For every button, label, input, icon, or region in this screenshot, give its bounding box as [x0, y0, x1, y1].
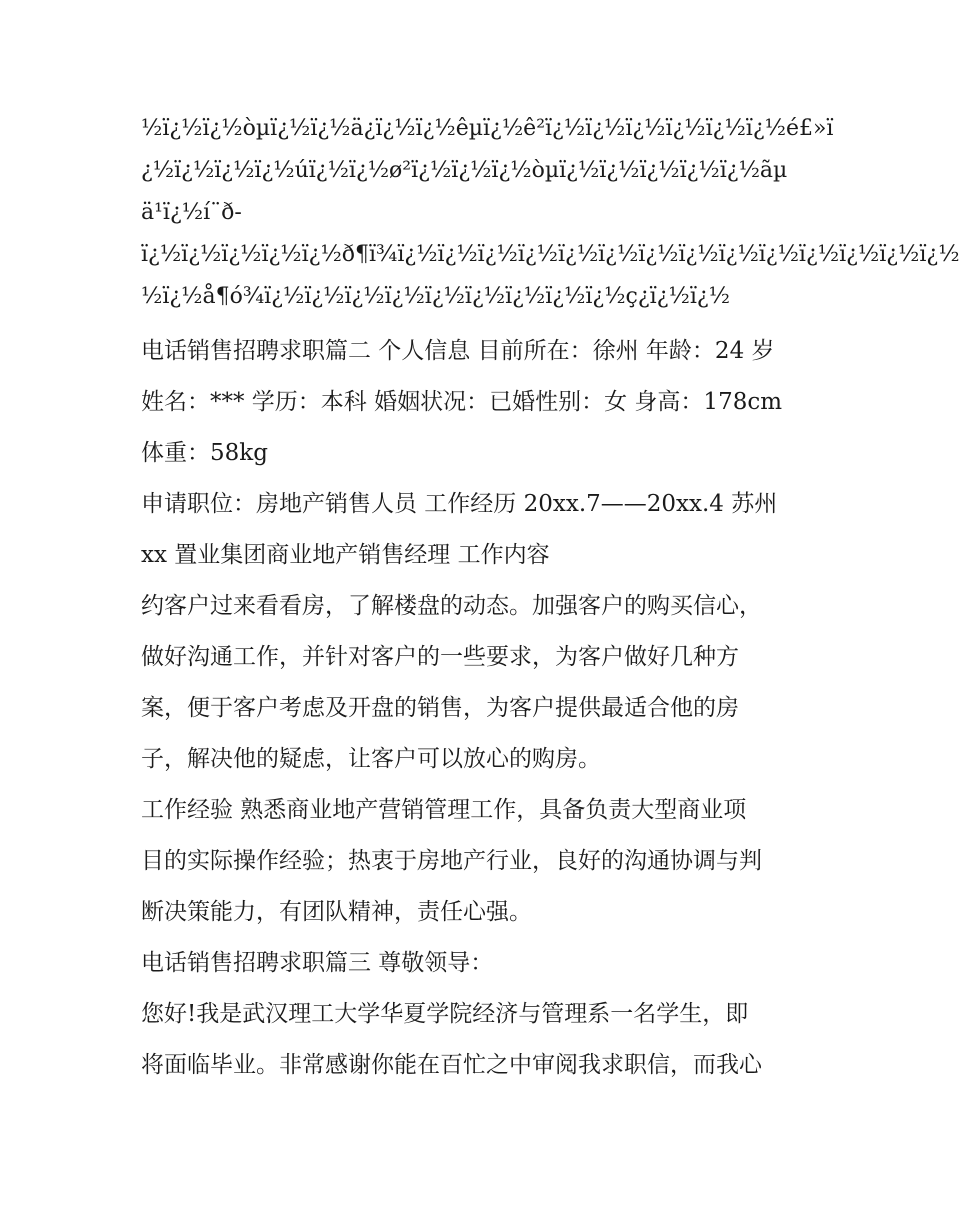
text-line: 姓名：*** 学历：本科 婚姻状况：已婚性别：女 身高：178cm	[141, 389, 783, 415]
garbled-line: ¿½ï¿½ï¿½ï¿½úï¿½ï¿½ø²ï¿½ï¿½ï¿½òµï¿½ï¿½ï¿½ï¿½ï¿½ãµ	[141, 158, 788, 183]
text-line: 工作经验 熟悉商业地产营销管理工作，具备负责大型商业项	[141, 797, 747, 823]
garbled-line: ½ï¿½ï¿½òµï¿½ï¿½ä¿ï¿½ï¿½êµï¿½ê²ï¿½ï¿½ï¿½ï¿½ï¿½ï¿½é£»ï	[141, 116, 834, 141]
text-line: 申请职位：房地产销售人员 工作经历 20xx.7——20xx.4 苏州	[141, 491, 778, 517]
text-line: 做好沟通工作，并针对客户的一些要求，为客户做好几种方	[141, 644, 739, 670]
text-line: 目的实际操作经验；热衷于房地产行业，良好的沟通协调与判	[141, 848, 762, 874]
text-line: 案，便于客户考虑及开盘的销售，为客户提供最适合他的房	[141, 695, 739, 721]
text-line: xx 置业集团商业地产销售经理 工作内容	[141, 542, 550, 568]
text-line: 约客户过来看看房，了解楼盘的动态。加强客户的购买信心，	[141, 593, 762, 619]
garbled-line: ï¿½ï¿½ï¿½ï¿½ï¿½ð¶ï¾ï¿½ï¿½ï¿½ï¿½ï¿½ï¿½ï¿½ï¿½ï¿½ï¿½ï¿½ï¿½ï¿½ï¿½	[141, 242, 960, 267]
document-body	[141, 100, 960, 1091]
text-line: 您好!我是武汉理工大学华夏学院经济与管理系一名学生，即	[141, 1001, 749, 1027]
section-heading-2: 电话销售招聘求职篇二 个人信息 目前所在：徐州 年龄：24 岁	[141, 338, 775, 364]
section-heading-3: 电话销售招聘求职篇三 尊敬领导：	[141, 950, 494, 976]
text-line: 子，解决他的疑虑，让客户可以放心的购房。	[141, 746, 601, 772]
text-line: 将面临毕业。非常感谢你能在百忙之中审阅我求职信，而我心	[141, 1052, 762, 1078]
garbled-text-block	[141, 108, 960, 318]
text-line: 体重：58kg	[141, 440, 268, 466]
garbled-line: ä¹ï¿½í¨ð-	[141, 200, 242, 225]
text-line: 断决策能力，有团队精神，责任心强。	[141, 899, 532, 925]
garbled-line: ½ï¿½å¶ó¾ï¿½ï¿½ï¿½ï¿½ï¿½ï¿½ï¿½ï¿½ï¿½ç¿ï¿½ï¿½	[141, 284, 730, 309]
